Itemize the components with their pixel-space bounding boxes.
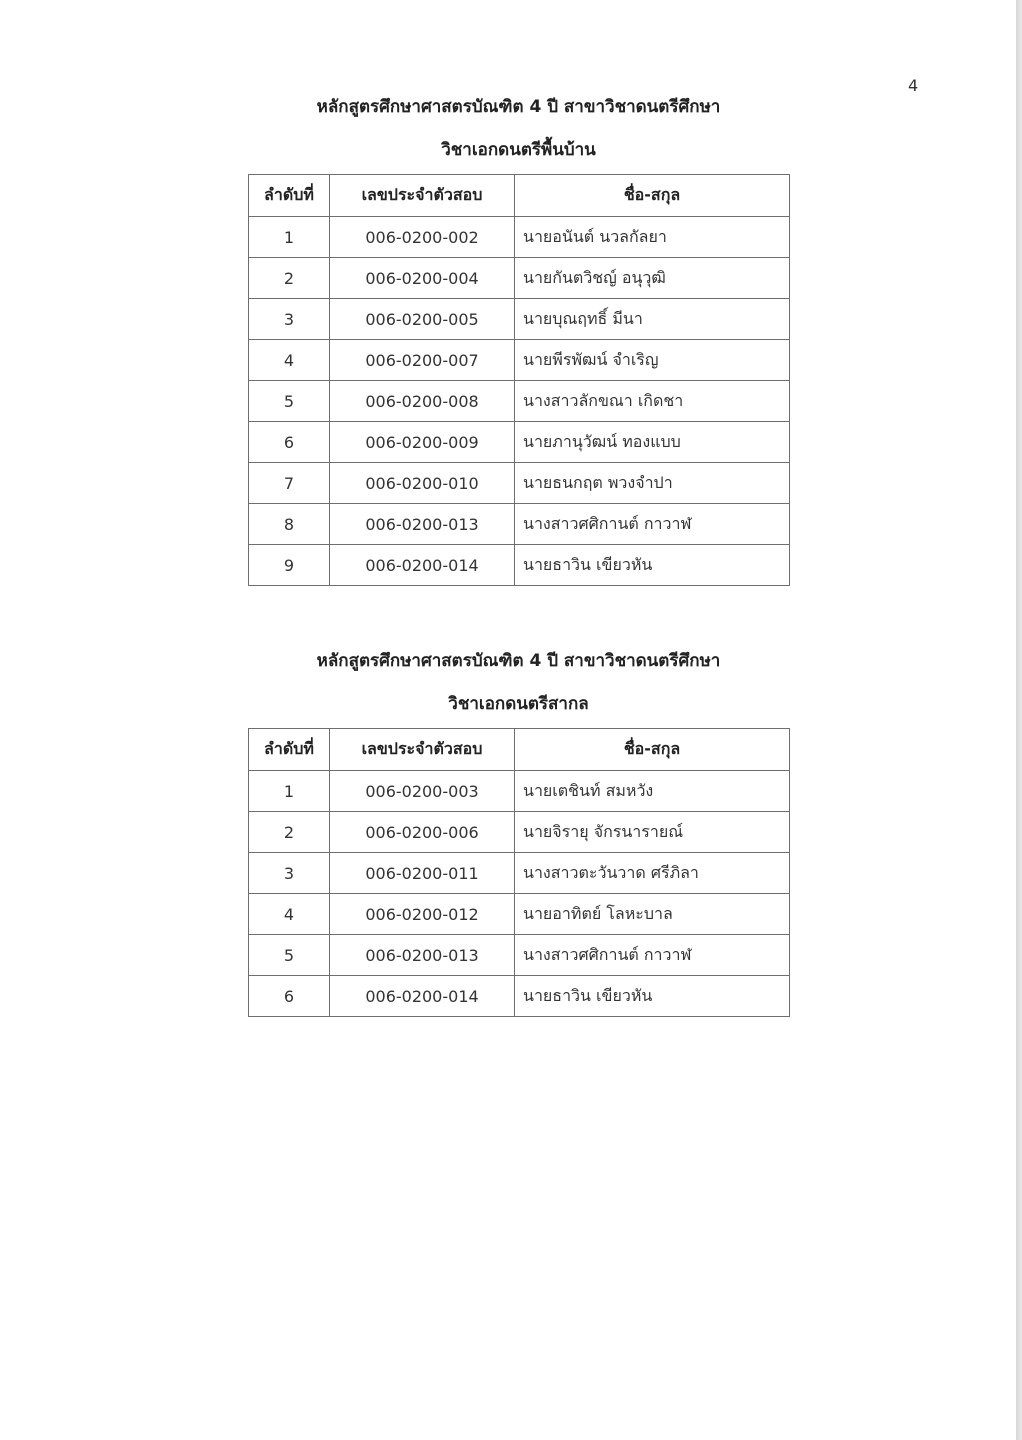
row-exam-id: 006-0200-008 (330, 381, 515, 422)
row-exam-id: 006-0200-005 (330, 299, 515, 340)
row-number: 3 (249, 299, 330, 340)
row-number: 6 (249, 422, 330, 463)
row-number: 2 (249, 812, 330, 853)
row-exam-id: 006-0200-010 (330, 463, 515, 504)
table-row (249, 258, 790, 299)
table-row (249, 771, 790, 812)
table-row (249, 504, 790, 545)
page-number: 4 (908, 76, 919, 95)
candidates-table (248, 174, 790, 586)
row-name: นายภานุวัฒน์ ทองแบบ (515, 422, 790, 463)
table-row (249, 812, 790, 853)
row-number: 5 (249, 381, 330, 422)
row-exam-id: 006-0200-006 (330, 812, 515, 853)
row-number: 2 (249, 258, 330, 299)
table-row (249, 463, 790, 504)
table-row (249, 422, 790, 463)
header-exam-id: เลขประจำตัวสอบ (330, 729, 515, 771)
row-exam-id: 006-0200-012 (330, 894, 515, 935)
row-name: นายธาวิน เขียวหัน (515, 976, 790, 1017)
table-row (249, 894, 790, 935)
header-number: ลำดับที่ (249, 175, 330, 217)
row-number: 6 (249, 976, 330, 1017)
table-header-row (249, 729, 790, 771)
row-number: 1 (249, 771, 330, 812)
row-exam-id: 006-0200-003 (330, 771, 515, 812)
page-edge-shadow (1016, 0, 1022, 1440)
row-number: 4 (249, 894, 330, 935)
header-exam-id: เลขประจำตัวสอบ (330, 175, 515, 217)
row-exam-id: 006-0200-014 (330, 545, 515, 586)
row-name: นายธาวิน เขียวหัน (515, 545, 790, 586)
row-number: 9 (249, 545, 330, 586)
row-exam-id: 006-0200-013 (330, 504, 515, 545)
row-name: นางสาวตะวันวาด ศรีภิลา (515, 853, 790, 894)
row-name: นางสาวลักขณา เกิดชา (515, 381, 790, 422)
table-row (249, 381, 790, 422)
row-name: นายจิรายุ จักรนารายณ์ (515, 812, 790, 853)
header-number: ลำดับที่ (249, 729, 330, 771)
row-name: นายธนกฤต พวงจำปา (515, 463, 790, 504)
header-name: ชื่อ-สกุล (515, 729, 790, 771)
header-name: ชื่อ-สกุล (515, 175, 790, 217)
section-subtitle: วิชาเอกดนตรีพื้นบ้าน (441, 140, 596, 160)
section-folk-music (248, 92, 789, 586)
row-name: นายอนันต์ นวลกัลยา (515, 217, 790, 258)
row-number: 4 (249, 340, 330, 381)
row-exam-id: 006-0200-004 (330, 258, 515, 299)
table-row (249, 935, 790, 976)
row-name: นายเตชินท์ สมหวัง (515, 771, 790, 812)
row-name: นายพีรพัฒน์ จำเริญ (515, 340, 790, 381)
row-number: 1 (249, 217, 330, 258)
table-row (249, 545, 790, 586)
table-row (249, 976, 790, 1017)
table-row (249, 217, 790, 258)
section-title: หลักสูตรศึกษาศาสตรบัณฑิต 4 ปี สาขาวิชาดนตรีศึกษา (316, 651, 721, 671)
table-row (249, 299, 790, 340)
row-name: นางสาวศศิกานต์ กาวาฬ (515, 935, 790, 976)
candidates-table (248, 728, 790, 1017)
row-exam-id: 006-0200-013 (330, 935, 515, 976)
row-number: 3 (249, 853, 330, 894)
row-name: นายบุณฤทธิ์ มีนา (515, 299, 790, 340)
section-title: หลักสูตรศึกษาศาสตรบัณฑิต 4 ปี สาขาวิชาดนตรีศึกษา (316, 97, 721, 117)
row-name: นายกันตวิชญ์ อนุวุฒิ (515, 258, 790, 299)
row-exam-id: 006-0200-011 (330, 853, 515, 894)
table-row (249, 853, 790, 894)
row-exam-id: 006-0200-002 (330, 217, 515, 258)
row-name: นางสาวศศิกานต์ กาวาฬ (515, 504, 790, 545)
row-exam-id: 006-0200-014 (330, 976, 515, 1017)
table-row (249, 340, 790, 381)
row-number: 8 (249, 504, 330, 545)
row-number: 5 (249, 935, 330, 976)
section-western-music (248, 646, 789, 1017)
section-subtitle: วิชาเอกดนตรีสากล (448, 694, 589, 714)
row-exam-id: 006-0200-009 (330, 422, 515, 463)
row-number: 7 (249, 463, 330, 504)
row-exam-id: 006-0200-007 (330, 340, 515, 381)
row-name: นายอาทิตย์ โลหะบาล (515, 894, 790, 935)
table-header-row (249, 175, 790, 217)
